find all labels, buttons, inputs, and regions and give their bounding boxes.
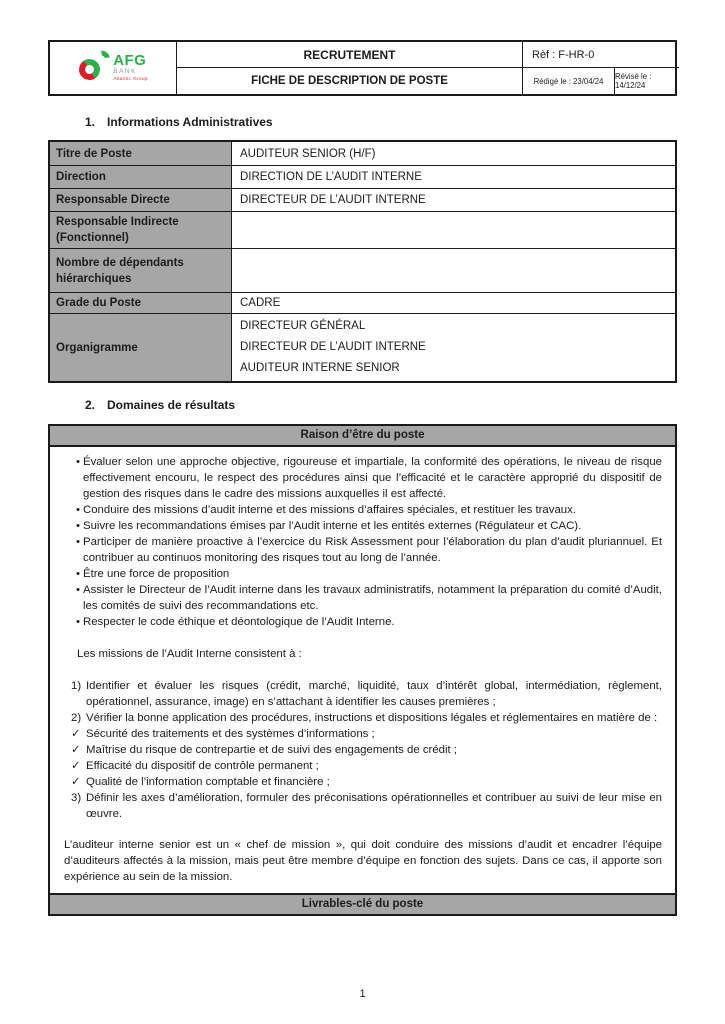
- row-label: Responsable Directe: [50, 189, 232, 211]
- bullet-icon: •: [76, 536, 80, 548]
- bullet-text: Suivre les recommandations émises par l’Audit interne et les entités externes (Régulateur et CAC).: [83, 520, 582, 532]
- afg-logo: [50, 42, 177, 94]
- table-row: [50, 248, 675, 292]
- bullet-icon: •: [76, 520, 80, 532]
- checkmark-icon: ✓: [71, 776, 81, 788]
- row-value: [232, 212, 675, 248]
- row-label: Titre de Poste: [50, 142, 232, 165]
- row-label: Organigramme: [50, 314, 232, 381]
- bullet-icon: •: [76, 504, 80, 516]
- row-value: [232, 249, 675, 292]
- item-marker: 2): [71, 712, 82, 724]
- item-marker: 1): [71, 680, 82, 692]
- item-text: Définir les axes d’amélioration, formuler des préconisations opérationnelles et contribuer au suivi de leur mise en œuvre.: [86, 792, 662, 820]
- section1-number: 1.: [85, 115, 96, 129]
- row-value: CADRE: [240, 297, 281, 309]
- missions-intro: Les missions de l’Audit Interne consistent à :: [77, 648, 302, 660]
- row-value: DIRECTION DE L’AUDIT INTERNE: [240, 171, 422, 183]
- bullet-text: Évaluer selon une approche objective, rigoureuse et impartiale, la conformité des opérations, le niveau de risque effectivement encouru, le respect des procédures ainsi que l’efficacité et le caractère approprié du dispositif de gestion des risques dans le cadre des missions auxquelles il est affecté.: [83, 456, 662, 500]
- logo-bank-text: BANK: [113, 68, 137, 76]
- header-title-recrutement: RECRUTEMENT: [177, 42, 522, 68]
- list-item: [63, 518, 662, 534]
- domaines-resultats-table: [48, 424, 677, 916]
- table-row: [50, 313, 675, 381]
- list-item: [63, 614, 662, 630]
- bullet-text: Être une force de proposition: [83, 568, 230, 580]
- list-item: [63, 726, 662, 742]
- table-row: [50, 142, 675, 165]
- bullet-icon: •: [76, 584, 80, 596]
- section2-number: 2.: [85, 398, 96, 412]
- list-item: [63, 582, 662, 614]
- organigramme-line: AUDITEUR INTERNE SENIOR: [240, 362, 400, 374]
- row-label: Responsable Indirecte (Fonctionnel): [50, 212, 232, 248]
- item-marker: 3): [71, 792, 82, 804]
- checkmark-icon: ✓: [71, 728, 81, 740]
- document-header-table: [48, 40, 677, 96]
- logo-tagline: Atlantic Group: [113, 76, 148, 82]
- item-text: Efficacité du dispositif de contrôle permanent ;: [86, 760, 319, 772]
- checkmark-icon: ✓: [71, 744, 81, 756]
- section2-title: Domaines de résultats: [107, 398, 236, 412]
- bullet-text: Conduire des missions d’audit interne et des missions d’affaires spéciales, et restituer les travaux.: [83, 504, 576, 516]
- organigramme-line: DIRECTEUR DE L’AUDIT INTERNE: [240, 341, 426, 353]
- page-number: 1: [359, 988, 366, 1000]
- row-value: AUDITEUR SENIOR (H/F): [240, 147, 376, 160]
- list-item: [63, 534, 662, 566]
- list-item: [63, 502, 662, 518]
- list-item: [63, 454, 662, 502]
- bullet-icon: •: [76, 456, 80, 468]
- organigramme-line: DIRECTEUR GÉNÉRAL: [240, 320, 366, 332]
- header-date-redige: Rédigé le : 23/04/24: [522, 68, 614, 94]
- item-text: Maîtrise du risque de contrepartie et de suivi des engagements de crédit ;: [86, 744, 458, 756]
- table-row: [50, 292, 675, 313]
- row-value: DIRECTEUR DE L’AUDIT INTERNE: [240, 194, 426, 206]
- row-value-organigramme: [232, 314, 675, 381]
- table-row: [50, 165, 675, 188]
- closing-paragraph: L’auditeur interne senior est un « chef de mission », qui doit conduire des missions d’audit et encadrer l’équipe d’auditeurs affectés à la mission, mais peut être membre d’équipe en fonction des sujets. Dans ce cas, il apporte son expérience au sein de la mission.: [64, 839, 662, 883]
- bullet-text: Assister le Directeur de l’Audit interne dans les travaux administratifs, notamment la préparation du comité d’Audit, les comités de suivi des recommandations etc.: [83, 584, 662, 612]
- section1-heading: [85, 115, 677, 129]
- bullet-text: Participer de manière proactive à l’exercice du Risk Assessment pour l’élaboration du plan d’audit pluriannuel. Et contribuer au continuos monitoring des risques tout au long de l’année.: [83, 536, 662, 564]
- row-label: Nombre de dépendants hiérarchiques: [50, 249, 232, 292]
- bullet-icon: •: [76, 616, 80, 628]
- list-item: [63, 566, 662, 582]
- item-text: Qualité de l’information comptable et financière ;: [86, 776, 330, 788]
- table-row: [50, 211, 675, 248]
- list-item: [63, 790, 662, 822]
- header-title-fiche: FICHE DE DESCRIPTION DE POSTE: [251, 75, 448, 87]
- section1-title: Informations Administratives: [107, 115, 273, 129]
- list-item: [63, 758, 662, 774]
- raison-detre-body: [50, 447, 675, 893]
- row-label: Grade du Poste: [50, 293, 232, 313]
- header-reference: Rèf : F-HR-0: [522, 42, 679, 68]
- table-row: [50, 188, 675, 211]
- row-label: Direction: [50, 166, 232, 188]
- item-text: Identifier et évaluer les risques (crédit, marché, liquidité, taux d’intérêt global, intermédiation, règlement, opérationnel, assurance, image) en s’attachant à identifier les causes premières ;: [86, 680, 662, 708]
- livrables-header: Livrables-clé du poste: [50, 893, 675, 914]
- bullet-text: Respecter le code éthique et déontologique de l’Audit Interne.: [83, 616, 395, 628]
- bullet-icon: •: [76, 568, 80, 580]
- item-text: Sécurité des traitements et des systèmes d’informations ;: [86, 728, 375, 740]
- checkmark-icon: ✓: [71, 760, 81, 772]
- missions-numbered-list: [63, 678, 662, 822]
- item-text: Vérifier la bonne application des procédures, instructions et dispositions légales et réglementaires en matière de :: [86, 712, 658, 724]
- list-item: [63, 710, 662, 726]
- admin-info-table: [48, 140, 677, 383]
- logo-brand-block: [113, 53, 148, 82]
- mission-bullet-list: [63, 454, 662, 630]
- section2-heading: [85, 398, 677, 412]
- list-item: [63, 678, 662, 710]
- list-item: [63, 774, 662, 790]
- afg-logo-icon: [78, 51, 108, 85]
- logo-brand-text: AFG: [113, 52, 147, 70]
- header-date-revise: Révisé le : 14/12/24: [614, 68, 679, 94]
- list-item: [63, 742, 662, 758]
- raison-detre-header: Raison d’être du poste: [50, 426, 675, 447]
